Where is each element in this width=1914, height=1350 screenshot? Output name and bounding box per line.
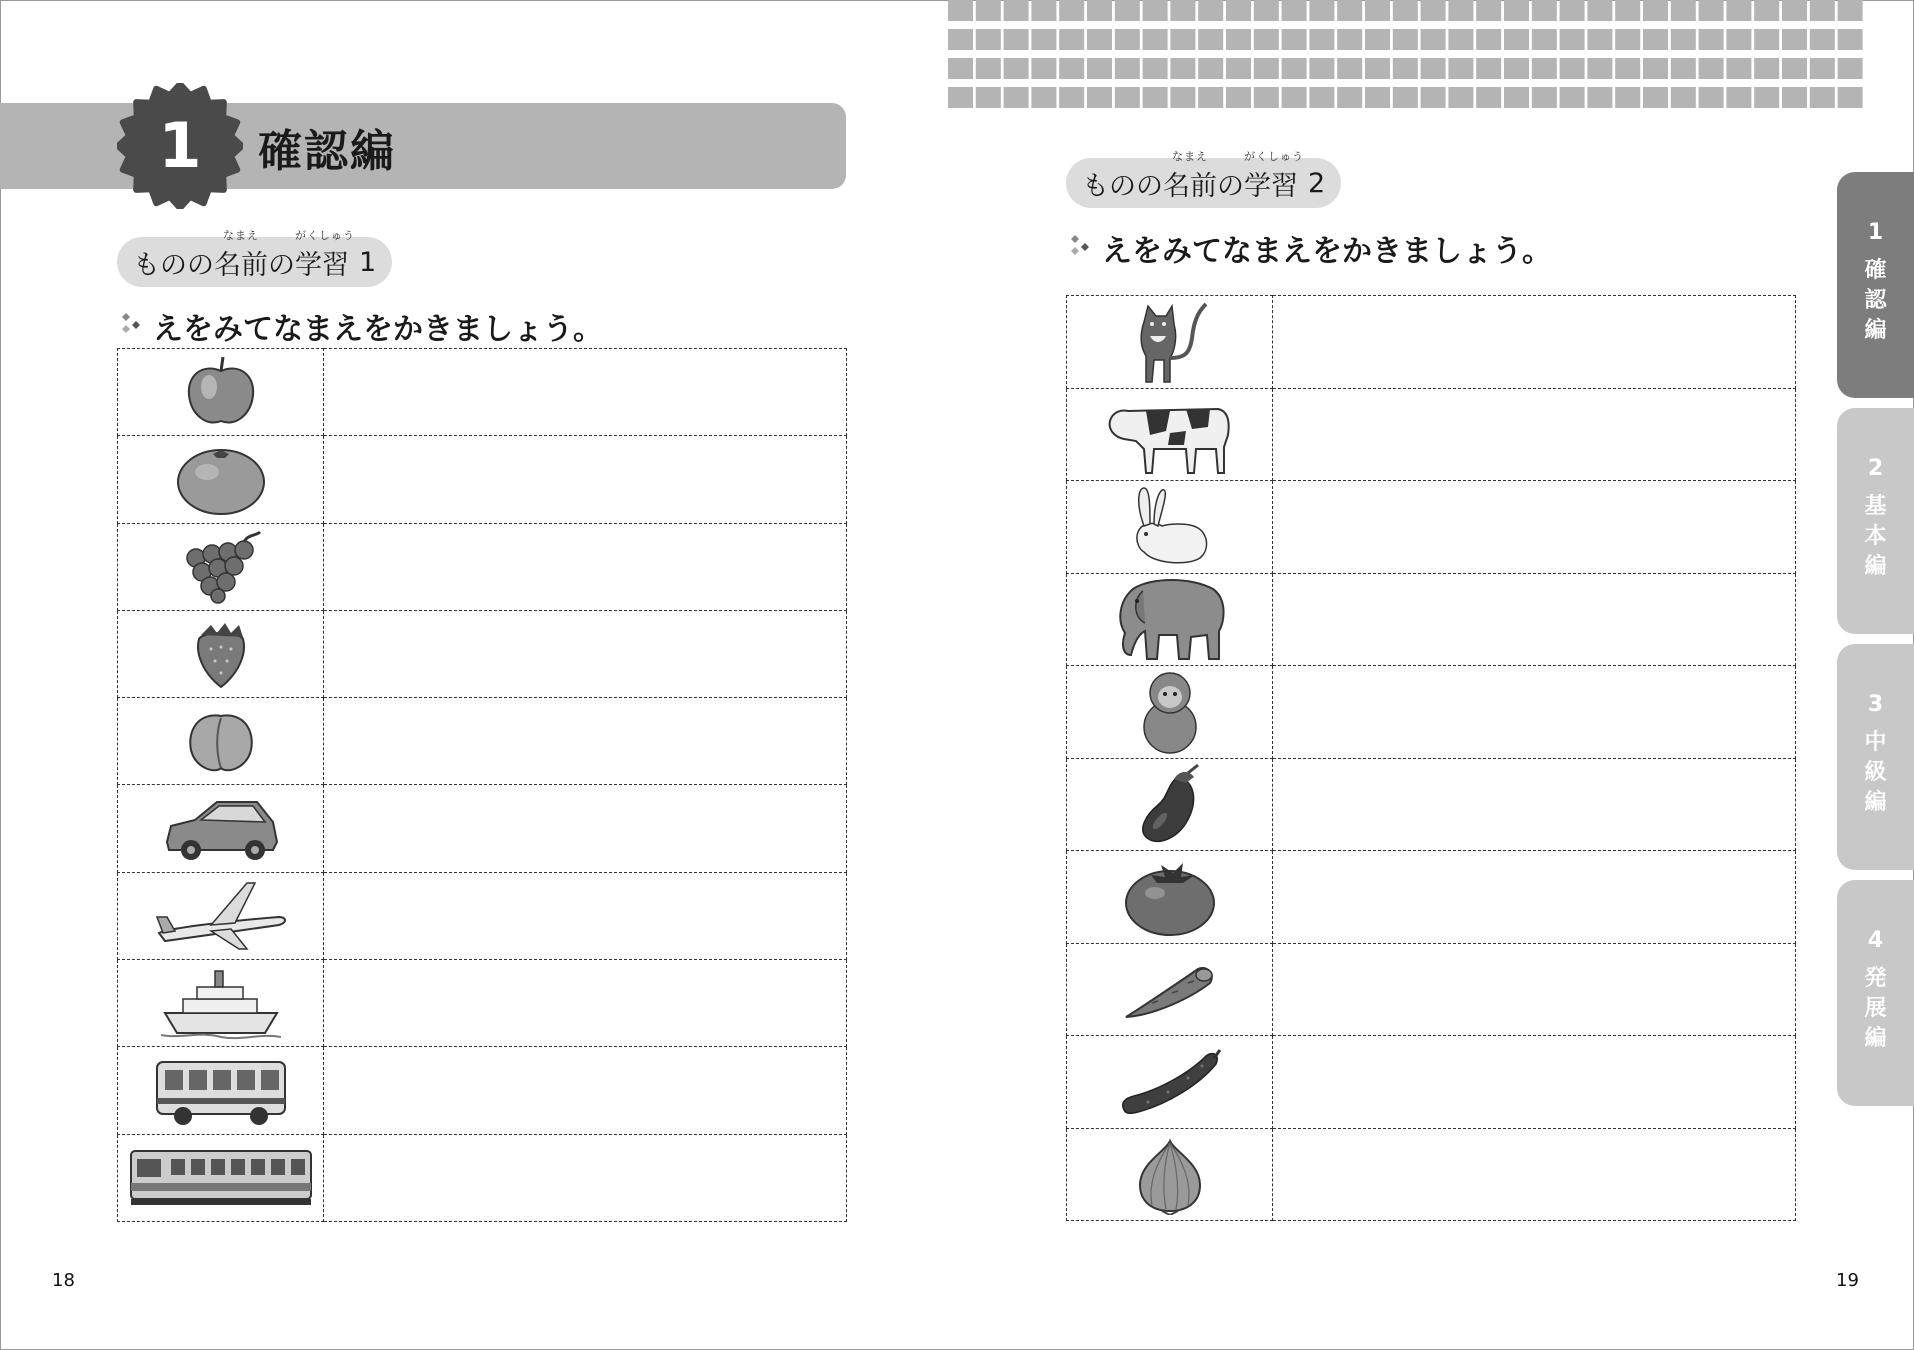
grid-cell <box>1810 58 1835 79</box>
grid-cell <box>1282 87 1307 108</box>
picture-cell <box>118 436 324 523</box>
grid-cell <box>1754 87 1779 108</box>
ruby-gakushu: がくしゅう 学習 <box>1244 149 1304 202</box>
table-row <box>1067 1036 1796 1129</box>
grid-cell <box>1615 29 1640 50</box>
instruction-text: えをみてなまえをかきましょう。 <box>1102 234 1552 269</box>
tab-label: 中級編 <box>1864 730 1887 815</box>
grid-cell <box>1643 29 1668 50</box>
grid-cell <box>1448 87 1473 108</box>
picture-cell <box>1067 666 1273 759</box>
grid-cell <box>1226 0 1251 21</box>
grid-cell <box>1587 87 1612 108</box>
grid-cell <box>1421 58 1446 79</box>
grid-cell <box>1115 58 1140 79</box>
grid-cell <box>976 87 1001 108</box>
grid-cell <box>1059 58 1084 79</box>
monkey-icon <box>1138 701 1202 720</box>
grid-cell <box>1170 0 1195 21</box>
grid-cell <box>1170 58 1195 79</box>
grid-cell <box>1587 58 1612 79</box>
grid-cell <box>1254 0 1279 21</box>
picture-cell <box>118 1134 324 1221</box>
grid-cell <box>1393 87 1418 108</box>
lesson-title-prefix: ものの <box>133 249 214 281</box>
grid-cell <box>1782 87 1807 108</box>
picture-cell <box>1067 388 1273 481</box>
answer-cell[interactable] <box>324 436 847 523</box>
grid-cell <box>1671 0 1696 21</box>
table-row <box>1067 943 1796 1036</box>
grid-cell <box>1198 29 1223 50</box>
grid-cell <box>1365 58 1390 79</box>
elephant-icon <box>1111 609 1229 628</box>
table-row <box>118 960 847 1047</box>
grid-cell <box>1031 58 1056 79</box>
picture-cell <box>1067 851 1273 944</box>
grid-cell <box>1170 87 1195 108</box>
table-row <box>118 349 847 436</box>
answer-cell[interactable] <box>324 610 847 697</box>
grid-cell <box>1838 0 1863 21</box>
answer-cell[interactable] <box>1273 851 1796 944</box>
picture-cell <box>118 872 324 959</box>
grid-cell <box>1170 29 1195 50</box>
answer-cell[interactable] <box>1273 481 1796 574</box>
grid-cell <box>1337 0 1362 21</box>
grid-cell <box>1643 87 1668 108</box>
chapter-badge <box>117 83 243 209</box>
lesson-title-pill-2: ものの なまえ 名前 の がくしゅう 学習 2 <box>1066 158 1341 208</box>
grid-cell <box>1782 0 1807 21</box>
grid-cell <box>1226 58 1251 79</box>
airplane-icon <box>151 905 291 924</box>
grid-cell <box>1726 87 1751 108</box>
grid-cell <box>948 0 973 21</box>
grid-cell <box>1560 0 1585 21</box>
grid-cell <box>1671 29 1696 50</box>
grid-cell <box>1532 87 1557 108</box>
picture-cell <box>118 698 324 785</box>
grid-cell <box>1532 0 1557 21</box>
table-row <box>118 872 847 959</box>
grid-cell <box>1699 87 1724 108</box>
picture-cell <box>1067 943 1273 1036</box>
side-tab-1[interactable] <box>1837 172 1914 398</box>
grid-cell <box>1309 29 1334 50</box>
picture-cell <box>118 1047 324 1134</box>
grid-cell <box>1393 58 1418 79</box>
grid-cell <box>1393 0 1418 21</box>
answer-cell[interactable] <box>1273 666 1796 759</box>
grid-cell <box>1726 58 1751 79</box>
grid-cell <box>1393 29 1418 50</box>
table-row <box>118 1047 847 1134</box>
answer-cell[interactable] <box>324 349 847 436</box>
answer-cell[interactable] <box>1273 388 1796 481</box>
grid-cell <box>1838 58 1863 79</box>
picture-cell <box>118 960 324 1047</box>
apple-icon <box>181 382 261 401</box>
page-number-right: 19 <box>1836 1270 1859 1291</box>
grid-cell <box>1421 87 1446 108</box>
grid-cell <box>1421 29 1446 50</box>
grid-cell <box>948 58 973 79</box>
answer-cell[interactable] <box>1273 758 1796 851</box>
table-row <box>1067 388 1796 481</box>
grid-cell <box>1004 58 1029 79</box>
grid-cell <box>1810 0 1835 21</box>
grid-cell <box>1198 58 1223 79</box>
lesson-title-pill-1: ものの なまえ 名前 の がくしゅう 学習 1 <box>117 237 392 287</box>
grid-cell <box>1282 58 1307 79</box>
tab-label: 確認編 <box>1864 258 1887 343</box>
grid-cell <box>1087 87 1112 108</box>
grid-cell <box>1782 29 1807 50</box>
grid-cell <box>1031 87 1056 108</box>
picture-cell <box>118 523 324 610</box>
grid-cell <box>1532 29 1557 50</box>
answer-cell[interactable] <box>1273 573 1796 666</box>
instruction-text: えをみてなまえをかきましょう。 <box>153 312 603 347</box>
answer-cell[interactable] <box>324 1047 847 1134</box>
table-row <box>1067 758 1796 851</box>
grid-cell <box>1365 29 1390 50</box>
grid-cell <box>1143 87 1168 108</box>
grid-cell <box>1838 87 1863 108</box>
grid-cell <box>1087 29 1112 50</box>
grid-cell <box>1643 58 1668 79</box>
table-row <box>1067 296 1796 389</box>
tab-number: 1 <box>1867 220 1884 245</box>
rabbit-icon <box>1128 516 1212 535</box>
grid-cell <box>1448 58 1473 79</box>
grid-cell <box>1059 87 1084 108</box>
grid-cell <box>976 29 1001 50</box>
grid-cell <box>1726 0 1751 21</box>
table-row <box>1067 573 1796 666</box>
grid-cell <box>1198 87 1223 108</box>
ship-icon <box>161 993 281 1012</box>
chapter-title: 確認編 <box>258 126 396 177</box>
grid-cell <box>1337 87 1362 108</box>
onion-icon <box>1134 1164 1206 1183</box>
picture-cell <box>1067 758 1273 851</box>
grid-cell <box>1143 29 1168 50</box>
grid-cell <box>1004 87 1029 108</box>
answer-cell[interactable] <box>1273 943 1796 1036</box>
grid-cell <box>1143 0 1168 21</box>
tab-label: 基本編 <box>1864 494 1887 579</box>
picture-cell <box>1067 573 1273 666</box>
instruction-2 <box>1066 226 1552 270</box>
grid-cell <box>1476 58 1501 79</box>
side-tab-2[interactable] <box>1837 408 1914 634</box>
grid-cell <box>1754 29 1779 50</box>
grid-cell <box>1476 0 1501 21</box>
grid-cell <box>1004 0 1029 21</box>
tab-number: 4 <box>1867 928 1884 953</box>
side-tab-3[interactable] <box>1837 644 1914 870</box>
page-number-left: 18 <box>52 1270 75 1291</box>
train-icon <box>127 1167 315 1186</box>
tab-label: 発展編 <box>1864 966 1887 1051</box>
grid-cell <box>1254 87 1279 108</box>
table-row <box>118 1134 847 1221</box>
grid-cell <box>1031 29 1056 50</box>
grid-cell <box>1004 29 1029 50</box>
car-icon <box>161 818 281 837</box>
picture-cell <box>1067 1128 1273 1221</box>
mandarin-orange-icon <box>175 469 267 488</box>
picture-cell <box>118 610 324 697</box>
grid-cell <box>1087 58 1112 79</box>
eggplant-icon <box>1138 794 1202 813</box>
table-row <box>1067 851 1796 944</box>
peach-icon <box>185 731 257 750</box>
grid-cell <box>1254 29 1279 50</box>
answer-cell[interactable] <box>324 698 847 785</box>
ruby-namae: なまえ 名前 <box>214 228 268 281</box>
strawberry-icon <box>193 644 249 663</box>
answer-cell[interactable] <box>1273 1128 1796 1221</box>
cucumber-icon <box>1118 1071 1222 1090</box>
table-row <box>1067 666 1796 759</box>
grid-cell <box>1643 0 1668 21</box>
ruby-namae: なまえ 名前 <box>1163 149 1217 202</box>
grid-cell <box>1560 87 1585 108</box>
answer-cell[interactable] <box>324 872 847 959</box>
grid-cell <box>1337 58 1362 79</box>
grid-cell <box>1754 0 1779 21</box>
ruby-gakushu: がくしゅう 学習 <box>295 228 355 281</box>
grid-cell <box>1309 58 1334 79</box>
worksheet-table-1 <box>117 348 847 1222</box>
table-row <box>118 436 847 523</box>
picture-cell <box>118 785 324 872</box>
chapter-number: 1 <box>158 109 202 182</box>
answer-cell[interactable] <box>1273 1036 1796 1129</box>
grid-cell <box>1309 0 1334 21</box>
worksheet-table-2 <box>1066 295 1796 1221</box>
grid-cell <box>1810 87 1835 108</box>
grid-cell <box>1448 29 1473 50</box>
answer-cell[interactable] <box>324 523 847 610</box>
grid-cell <box>1282 0 1307 21</box>
grid-cell <box>1365 0 1390 21</box>
grid-cell <box>1059 0 1084 21</box>
grapes-icon <box>176 556 266 575</box>
picture-cell <box>1067 1036 1273 1129</box>
grid-cell <box>1143 58 1168 79</box>
grid-cell <box>1504 0 1529 21</box>
grid-cell <box>1532 58 1557 79</box>
grid-cell <box>1115 29 1140 50</box>
grid-cell <box>1699 58 1724 79</box>
grid-cell <box>1726 29 1751 50</box>
instruction-1 <box>117 304 603 348</box>
table-row <box>118 785 847 872</box>
grid-cell <box>1587 29 1612 50</box>
grid-cell <box>1838 29 1863 50</box>
answer-cell[interactable] <box>1273 296 1796 389</box>
table-row <box>118 610 847 697</box>
bus-icon <box>151 1080 291 1099</box>
grid-cell <box>1671 87 1696 108</box>
diamond-bullet-icon <box>117 311 147 341</box>
grid-cell <box>1309 87 1334 108</box>
table-row <box>1067 1128 1796 1221</box>
carrot-icon <box>1122 979 1218 998</box>
picture-cell <box>1067 296 1273 389</box>
grid-cell <box>1365 87 1390 108</box>
grid-cell <box>1226 87 1251 108</box>
tomato-icon <box>1121 886 1219 905</box>
grid-cell <box>1504 58 1529 79</box>
grid-cell <box>1615 87 1640 108</box>
grid-cell <box>1476 87 1501 108</box>
grid-cell <box>1587 0 1612 21</box>
tab-number: 3 <box>1867 692 1884 717</box>
grid-cell <box>1115 0 1140 21</box>
answer-cell[interactable] <box>324 1134 847 1221</box>
grid-cell <box>1699 0 1724 21</box>
grid-cell <box>1560 29 1585 50</box>
grid-cell <box>1448 0 1473 21</box>
grid-cell <box>1782 58 1807 79</box>
cat-icon <box>1130 331 1210 350</box>
grid-cell <box>1254 58 1279 79</box>
grid-cell <box>1476 29 1501 50</box>
table-row <box>118 523 847 610</box>
decorative-grid-pattern <box>948 0 1866 118</box>
grid-cell <box>1699 29 1724 50</box>
grid-cell <box>1198 0 1223 21</box>
grid-cell <box>1504 87 1529 108</box>
grid-cell <box>1421 0 1446 21</box>
answer-cell[interactable] <box>324 785 847 872</box>
grid-cell <box>1560 58 1585 79</box>
grid-cell <box>1337 29 1362 50</box>
grid-cell <box>1282 29 1307 50</box>
grid-cell <box>1615 0 1640 21</box>
grid-cell <box>976 0 1001 21</box>
table-row <box>118 698 847 785</box>
grid-cell <box>1671 58 1696 79</box>
diamond-bullet-icon <box>1066 233 1096 263</box>
grid-cell <box>1059 29 1084 50</box>
table-row <box>1067 481 1796 574</box>
grid-cell <box>948 29 973 50</box>
grid-cell <box>1031 0 1056 21</box>
grid-cell <box>1504 29 1529 50</box>
grid-cell <box>1087 0 1112 21</box>
cow-icon <box>1106 424 1234 443</box>
grid-cell <box>976 58 1001 79</box>
lesson-number: 2 <box>1308 167 1326 199</box>
grid-cell <box>1754 58 1779 79</box>
side-tab-4[interactable] <box>1837 880 1914 1106</box>
grid-cell <box>948 87 973 108</box>
picture-cell <box>118 349 324 436</box>
lesson-number: 1 <box>359 246 377 278</box>
grid-cell <box>1615 58 1640 79</box>
tab-number: 2 <box>1867 456 1884 481</box>
grid-cell <box>1810 29 1835 50</box>
answer-cell[interactable] <box>324 960 847 1047</box>
grid-cell <box>1226 29 1251 50</box>
grid-cell <box>1115 87 1140 108</box>
picture-cell <box>1067 481 1273 574</box>
